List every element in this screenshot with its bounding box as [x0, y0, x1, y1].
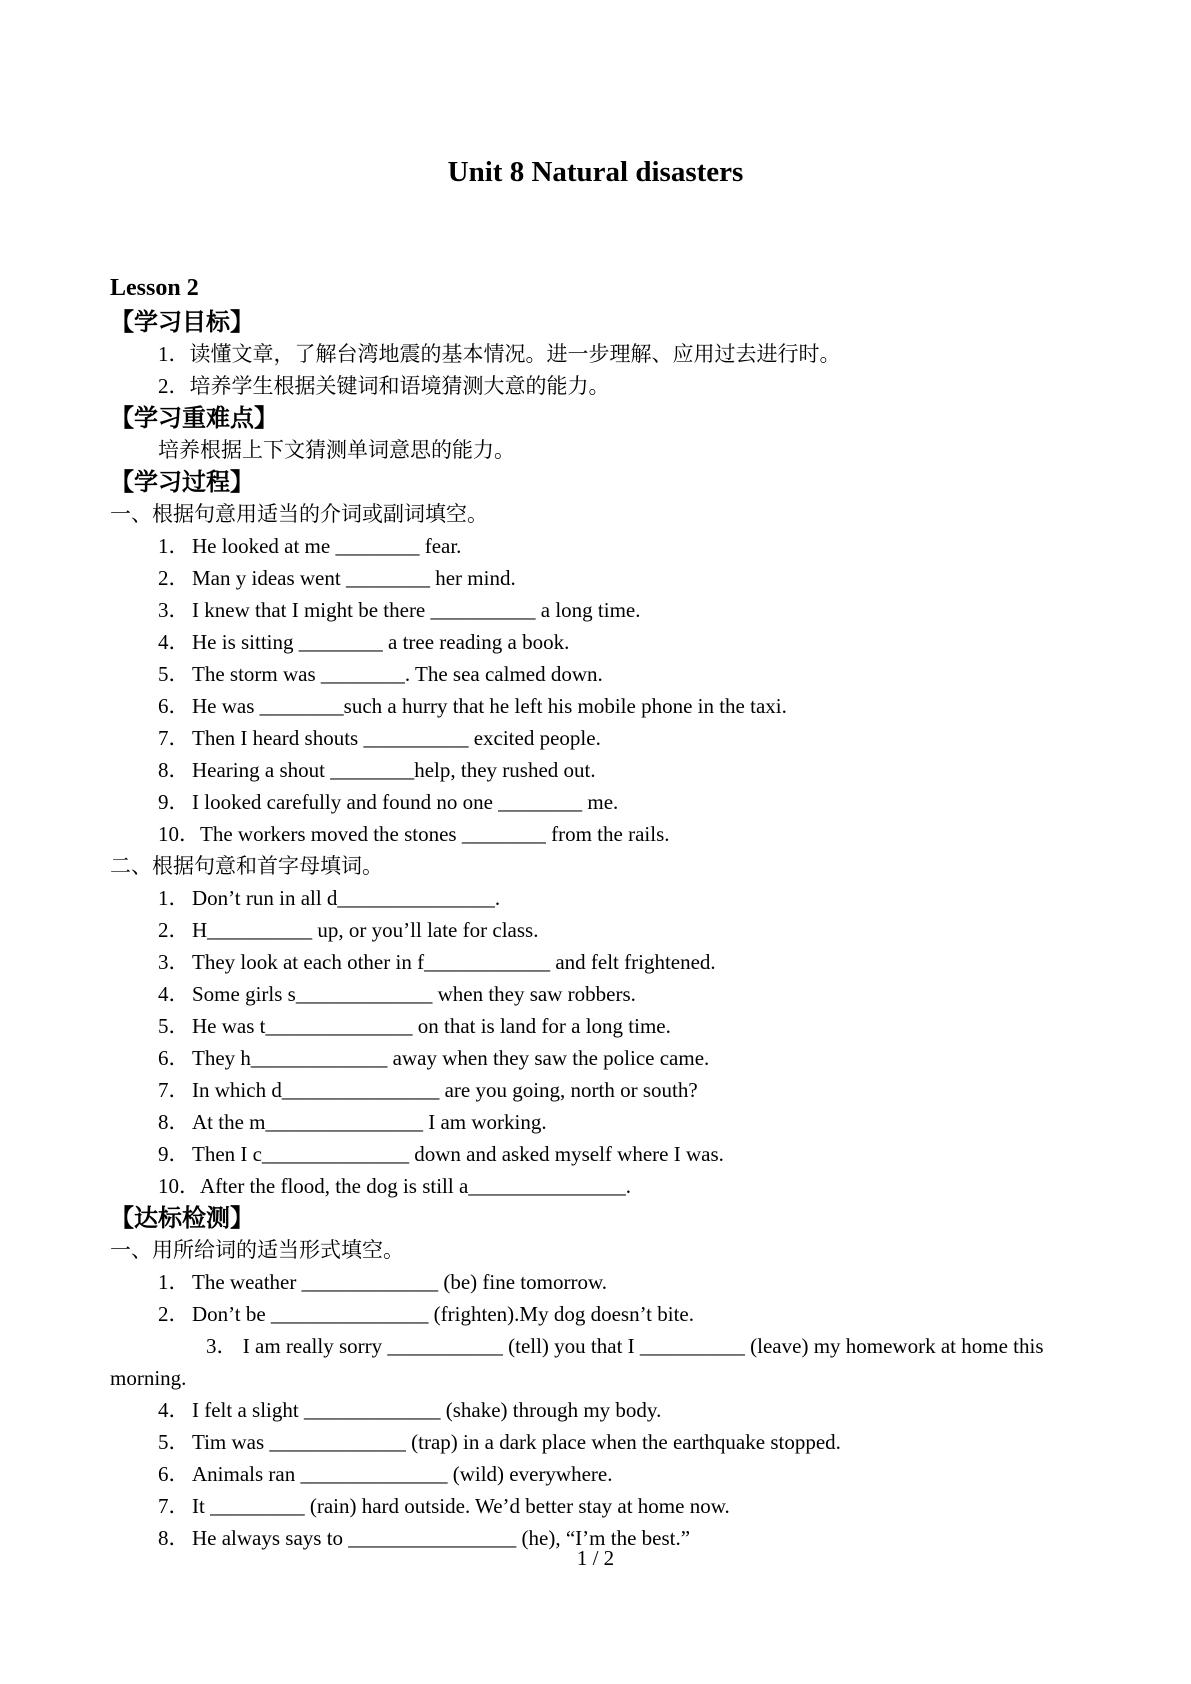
question-text: Then I c______________ down and asked myself where I was.: [192, 1142, 724, 1166]
question-number: 6．: [158, 1462, 190, 1486]
page-number: 1 / 2: [576, 1546, 615, 1570]
question-text: In which d_______________ are you going, north or south?: [192, 1078, 698, 1102]
question-number: 3．: [158, 950, 190, 974]
question-text: He is sitting ________ a tree reading a book.: [192, 630, 570, 654]
question-item: [0, 1074, 1191, 1106]
question-number: 8．: [158, 1110, 190, 1134]
goal-item: 2．培养学生根据关键词和语境猜测大意的能力。: [158, 374, 610, 398]
question-number: 2．: [158, 566, 190, 590]
question-item: [0, 594, 1191, 626]
question-text: He was t______________ on that is land for a long time.: [192, 1014, 671, 1038]
question-text: Some girls s_____________ when they saw robbers.: [192, 982, 636, 1006]
question-number: 1．: [158, 886, 190, 910]
question-item: [0, 754, 1191, 786]
question-item: [0, 914, 1191, 946]
question-item: [0, 786, 1191, 818]
question-text: They h_____________ away when they saw the police came.: [192, 1046, 710, 1070]
question-number: 5．: [158, 1014, 190, 1038]
question-text: I felt a slight _____________ (shake) through my body.: [192, 1398, 662, 1422]
question-text: I looked carefully and found no one ________ me.: [192, 790, 619, 814]
question-item: [0, 1394, 1191, 1426]
question-number: 7．: [158, 726, 190, 750]
question-number: 8．: [158, 758, 190, 782]
question-item: [0, 562, 1191, 594]
question-text: I knew that I might be there __________ a long time.: [192, 598, 641, 622]
process-part2-title: 二、根据句意和首字母填词。: [110, 854, 383, 878]
key-points-heading: 【学习重难点】: [110, 404, 278, 432]
question-text: Animals ran ______________ (wild) everywhere.: [192, 1462, 613, 1486]
question-text: The workers moved the stones ________ from the rails.: [200, 822, 670, 846]
question-item: [0, 1106, 1191, 1138]
question-item: [0, 658, 1191, 690]
goal-item: 1．读懂文章，了解台湾地震的基本情况。进一步理解、应用过去进行时。: [158, 342, 841, 366]
question-item: [0, 1330, 1191, 1394]
question-number: 6．: [158, 1046, 190, 1070]
question-item: [0, 690, 1191, 722]
question-item: [0, 1010, 1191, 1042]
question-item: [0, 946, 1191, 978]
question-text: It _________ (rain) hard outside. We’d better stay at home now.: [192, 1494, 730, 1518]
key-points-text: 培养根据上下文猜测单词意思的能力。: [158, 438, 515, 462]
question-number: 6．: [158, 694, 190, 718]
question-number: 1．: [158, 534, 190, 558]
question-text: The storm was ________. The sea calmed down.: [192, 662, 603, 686]
question-text: He looked at me ________ fear.: [192, 534, 462, 558]
question-item: [0, 1490, 1191, 1522]
question-number: 4．: [158, 1398, 190, 1422]
question-text: I am really sorry ___________ (tell) you that I __________ (leave) my homework at home this morning.: [110, 1334, 1044, 1390]
question-text: Don’t be _______________ (frighten).My dog doesn’t bite.: [192, 1302, 695, 1326]
question-text: Tim was _____________ (trap) in a dark place when the earthquake stopped.: [192, 1430, 841, 1454]
question-number: 2．: [158, 918, 190, 942]
question-item: [0, 1170, 1191, 1202]
question-number: 5．: [158, 1430, 190, 1454]
lesson-label: Lesson 2: [110, 275, 199, 301]
question-number: 9．: [158, 790, 190, 814]
question-text: Man y ideas went ________ her mind.: [192, 566, 516, 590]
question-item: [0, 626, 1191, 658]
question-text: At the m_______________ I am working.: [192, 1110, 547, 1134]
question-number: 7．: [158, 1494, 190, 1518]
question-number: 7．: [158, 1078, 190, 1102]
question-number: 3．: [206, 1334, 238, 1358]
question-item: [0, 978, 1191, 1010]
check-heading: 【达标检测】: [110, 1204, 254, 1232]
question-number: 5．: [158, 662, 190, 686]
question-number: 2．: [158, 1302, 190, 1326]
question-item: [0, 1138, 1191, 1170]
question-item: [0, 722, 1191, 754]
question-item: [0, 818, 1191, 850]
check-part1-list: [0, 1266, 1191, 1554]
question-number: 10．: [158, 822, 200, 846]
question-text: He was ________such a hurry that he left his mobile phone in the taxi.: [192, 694, 787, 718]
question-item: [0, 882, 1191, 914]
question-number: 9．: [158, 1142, 190, 1166]
document-title: Unit 8 Natural disasters: [447, 156, 744, 188]
question-item: [0, 1426, 1191, 1458]
question-text: H__________ up, or you’ll late for class.: [192, 918, 539, 942]
question-text: The weather _____________ (be) fine tomorrow.: [192, 1270, 608, 1294]
question-number: 3．: [158, 598, 190, 622]
question-item: [0, 1458, 1191, 1490]
question-text: They look at each other in f____________ and felt frightened.: [192, 950, 716, 974]
goals-heading: 【学习目标】: [110, 308, 254, 336]
question-item: [0, 1042, 1191, 1074]
document-content: [0, 306, 1191, 1554]
process-part1-list: [0, 530, 1191, 850]
question-item: [0, 1298, 1191, 1330]
question-text: Then I heard shouts __________ excited people.: [192, 726, 601, 750]
question-text: After the flood, the dog is still a_______________.: [200, 1174, 632, 1198]
process-part1-title: 一、根据句意用适当的介词或副词填空。: [110, 502, 488, 526]
question-number: 8．: [158, 1526, 190, 1550]
question-number: 10．: [158, 1174, 200, 1198]
question-item: [0, 530, 1191, 562]
question-number: 4．: [158, 630, 190, 654]
question-text: Hearing a shout ________help, they rushed out.: [192, 758, 596, 782]
question-text: He always says to ________________ (he), “I’m the best.”: [192, 1526, 691, 1550]
question-number: 1．: [158, 1270, 190, 1294]
question-text: Don’t run in all d_______________.: [192, 886, 501, 910]
question-item: [0, 1266, 1191, 1298]
question-number: 4．: [158, 982, 190, 1006]
process-part2-list: [0, 882, 1191, 1202]
process-heading: 【学习过程】: [110, 468, 254, 496]
check-part1-title: 一、用所给词的适当形式填空。: [110, 1238, 404, 1262]
